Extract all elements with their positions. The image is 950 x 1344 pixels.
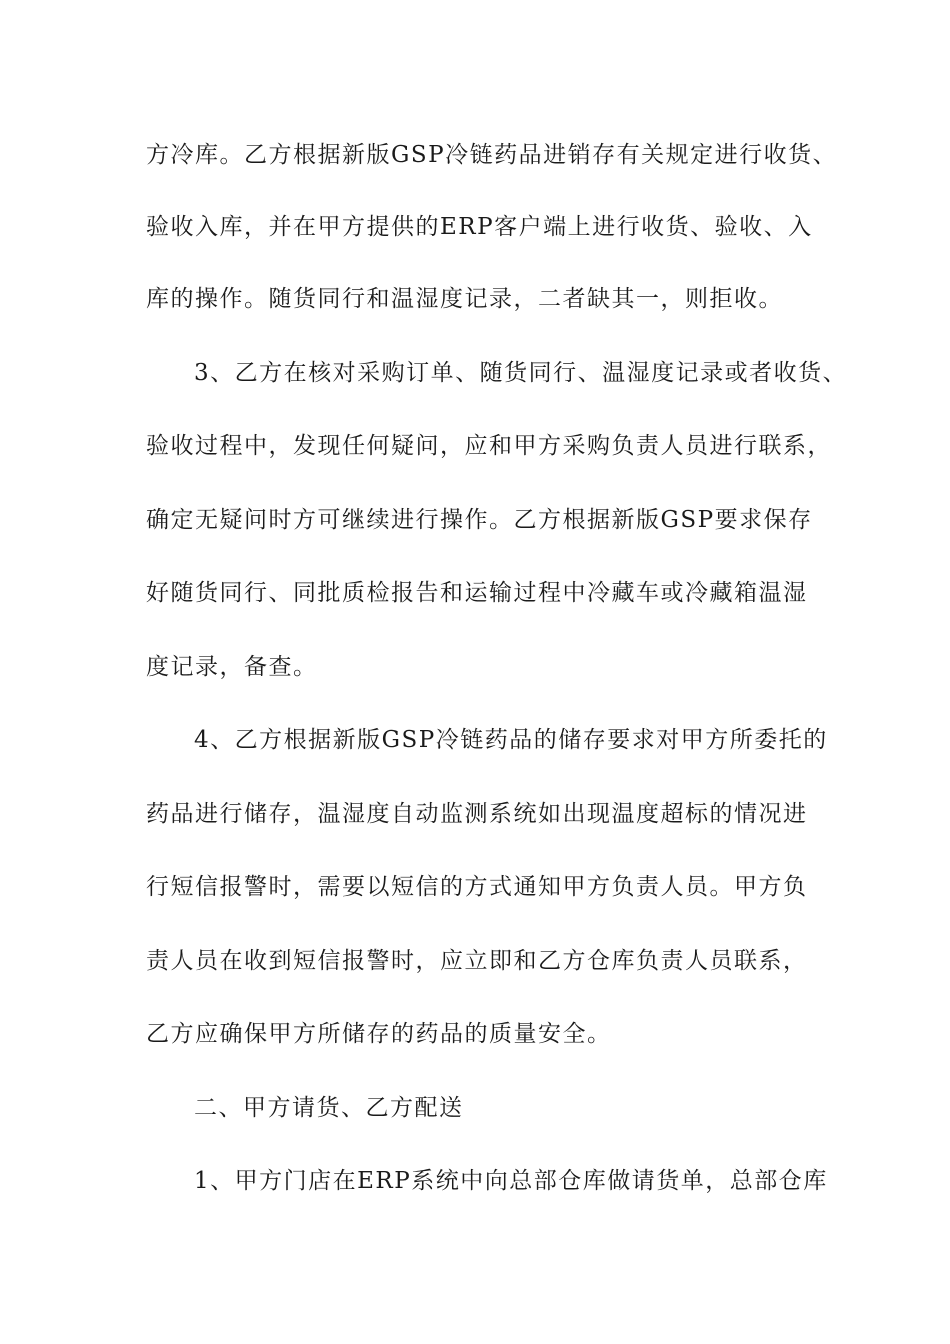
paragraph-3-start: 3、乙方在核对采购订单、随货同行、温湿度记录或者收货、 — [194, 360, 848, 386]
text-line: 好随货同行、同批质检报告和运输过程中冷藏车或冷藏箱温湿 — [146, 580, 808, 606]
text-line: 行短信报警时，需要以短信的方式通知甲方负责人员。甲方负 — [146, 874, 808, 900]
section-heading: 二、甲方请货、乙方配送 — [194, 1095, 464, 1121]
text-line: 责人员在收到短信报警时，应立即和乙方仓库负责人员联系， — [146, 948, 808, 974]
text-line: 乙方应确保甲方所储存的药品的质量安全。 — [146, 1021, 612, 1047]
paragraph-1-start: 1、甲方门店在ERP系统中向总部仓库做请货单，总部仓库 — [194, 1168, 828, 1194]
text-line: 方冷库。乙方根据新版GSP冷链药品进销存有关规定进行收货、 — [146, 142, 838, 168]
text-line: 药品进行储存，温湿度自动监测系统如出现温度超标的情况进 — [146, 801, 808, 827]
text-line: 度记录，备查。 — [146, 654, 318, 680]
text-line: 确定无疑问时方可继续进行操作。乙方根据新版GSP要求保存 — [146, 507, 813, 533]
text-line: 验收过程中，发现任何疑问，应和甲方采购负责人员进行联系， — [146, 433, 832, 459]
text-line: 库的操作。随货同行和温湿度记录，二者缺其一，则拒收。 — [146, 286, 783, 312]
paragraph-4-start: 4、乙方根据新版GSP冷链药品的储存要求对甲方所委托的 — [194, 727, 828, 753]
text-line: 验收入库，并在甲方提供的ERP客户端上进行收货、验收、入 — [146, 214, 813, 240]
